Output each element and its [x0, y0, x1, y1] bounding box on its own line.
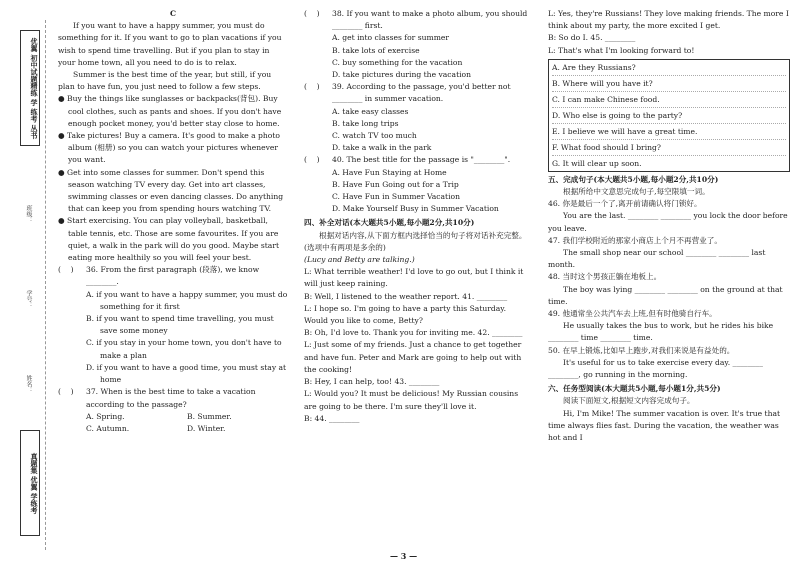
passage-paragraph: Summer is the best time of the year, but still, if you plan to have fun, you just need to follow a few steps.	[58, 70, 272, 92]
dialogue-line: B: 44. ________	[304, 413, 360, 423]
question-37: ( ) 37. When is the best time to take a vacation according to the passage?	[58, 387, 256, 409]
dialogue-option: E. I believe we will have a great time.	[552, 124, 786, 140]
option: B. take lots of exercise	[332, 45, 420, 55]
option: C. if you stay in your home town, you don't have to make a plan	[86, 338, 282, 360]
section-instruction: 根据所给中文意思完成句子,每空限填一词。	[563, 187, 710, 197]
tip-item: ● Take pictures! Buy a camera. It's good to make a photo album (相册) so you can watch your pictures whenever you want.	[58, 131, 280, 165]
dialogue-line: L: Just some of my friends. Just a chance to get together and have fun. Peter and Mark are going to help out with the cooking!	[304, 340, 522, 374]
section-heading: 六、任务型阅读(本大题共5小题,每小题1分,共5分)	[548, 384, 721, 394]
column-2	[304, 8, 529, 425]
dialogue-option: A. Are they Russians?	[552, 60, 786, 76]
dialogue-line: B: Hey, I can help, too! 43. ________	[304, 377, 440, 387]
question-48: 48. 当时这个男孩正躺在地板上。	[548, 272, 662, 282]
option: C. watch TV too much	[332, 131, 417, 141]
question-39: ( ) 39. According to the passage, you'd better not ________ in summer vacation.	[304, 82, 511, 104]
series-logo-top: 优翼 初中试题精练 学 练考 丛书	[20, 30, 40, 146]
id-label: 学号：	[25, 290, 32, 308]
option: A. take easy classes	[332, 106, 409, 116]
options-row: C. Autumn. D. Winter.	[86, 423, 226, 433]
dialogue-line: B: Oh, I'd love to. Thank you for inviting me. 42. ________	[304, 328, 523, 338]
option: B. Have Fun Going out for a Trip	[332, 179, 459, 189]
tip-item: ● Buy the things like sunglasses or backpacks(背包). Buy cool clothes, such as pants and shoes. If you don't have enough pocket money, you'd better stay close to home.	[58, 94, 282, 128]
dialogue-option: G. It will clear up soon.	[552, 158, 642, 168]
series-logo-bottom: 真题集 优翼 学练考	[20, 430, 40, 536]
name-label: 姓名：	[25, 375, 32, 393]
answer-line: You are the last. ________ ________ you lock the door before you leave.	[548, 211, 788, 233]
question-46: 46. 你是最后一个了,离开前请确认将门锁好。	[548, 199, 702, 209]
answer-line: It's useful for us to take exercise every day. ________ ________, go running in the morning.	[548, 357, 763, 380]
question-49: 49. 他通常坐公共汽车去上班,但有时他骑自行车。	[548, 309, 717, 319]
column-3	[548, 8, 790, 444]
dialogue-line: B: So do I. 45. ________	[548, 33, 636, 43]
dialogue-line: B: Well, I listened to the weather report. 41. ________	[304, 291, 508, 301]
dialogue-line: L: Would you? It must be delicious! My Russian cousins are going to be there. I'm sure they'll love it.	[304, 389, 519, 411]
passage-heading: C	[169, 9, 177, 18]
dialogue-line: L: What terrible weather! I'd love to go out, but I think it will just keep raining.	[304, 267, 524, 289]
dialogue-line: L: That's what I'm looking forward to!	[548, 45, 695, 55]
passage-paragraph: Hi, I'm Mike! The summer vacation is over. It's true that time always flies fast. During the vacation, the weather was hot and I	[548, 408, 781, 443]
dialogue-line: L: I hope so. I'm going to have a party this Saturday. Would you like to come, Betty?	[304, 303, 506, 326]
option: C. buy something for the vacation	[332, 57, 463, 67]
answer-line: He usually takes the bus to work, but he rides his bike ________ time ________ time.	[548, 321, 774, 343]
dialogue-option: C. I can make Chinese food.	[552, 92, 786, 108]
options-box	[548, 59, 790, 172]
section-heading: 四、补全对话(本大题共5小题,每小题2分,共10分)	[304, 218, 475, 228]
passage-paragraph: If you want to have a happy summer, you must do something for it. If you want to go to plan vacations if you wish to spend time travelling. But if you plan to stay in your home town, all you need to do is to relax.	[58, 21, 282, 67]
option: D. Make Yourself Busy in Summer Vacation	[332, 204, 499, 214]
answer-line: The boy was lying ________ ________ on the ground at that time.	[548, 284, 783, 306]
question-38: ( ) 38. If you want to make a photo album, you should ________ first.	[304, 9, 528, 31]
option: A. Have Fun Staying at Home	[332, 167, 447, 177]
question-36: ( ) 36. From the first paragraph (段落), we know ________.	[58, 265, 260, 287]
question-50: 50. 在早上锻炼,比如早上跑步,对我们来说是有益处的。	[548, 345, 735, 355]
question-47: 47. 我们学校附近的那家小商店上个月不再营业了。	[548, 235, 722, 245]
dialogue-option: F. What food should I bring?	[552, 140, 786, 156]
option: D. take a walk in the park	[332, 143, 432, 153]
option: B. if you want to spend time travelling, you must save some money	[86, 314, 274, 336]
dialogue-option: D. Who else is going to the party?	[552, 108, 786, 124]
cut-line	[45, 20, 46, 550]
section-instruction: 根据对话内容,从下面方框内选择恰当的句子将对话补充完整。(选项中有两项是多余的)	[304, 230, 527, 252]
question-40: ( ) 40. The best title for the passage is "________".	[304, 155, 511, 165]
answer-line: The small shop near our school ________ ________ last month.	[548, 248, 766, 270]
dialogue-option: B. Where will you have it?	[552, 76, 786, 92]
options-row: A. Spring. B. Summer.	[86, 411, 232, 421]
tip-item: ● Get into some classes for summer. Don't spend this season watching TV every day. Get into art classes, swimming classes or even dancing classes. Do anything that can keep you from spending hours watching TV.	[58, 167, 284, 214]
section-instruction: 阅读下面短文,根据短文内容完成句子。	[563, 396, 695, 406]
page-number: — 3 —	[390, 551, 418, 561]
option: D. if you want to have a good time, you must stay at home	[86, 362, 287, 385]
option: B. take long trips	[332, 118, 399, 128]
tip-item: ● Start exercising. You can play volleyball, basketball, table tennis, etc. Those are some favourites. If you are quiet, a walk in the park will do you good. Maybe start eating more healthily so you will feel your best.	[58, 216, 280, 263]
dialogue-scene: (Lucy and Betty are talking.)	[304, 255, 415, 265]
option: D. take pictures during the vacation	[332, 70, 472, 80]
grade-label: 班级：	[25, 205, 32, 223]
option: A. get into classes for summer	[332, 33, 450, 43]
option: C. Have Fun in Summer Vacation	[332, 192, 460, 202]
option: A. if you want to have a happy summer, you must do something for it first	[86, 289, 288, 311]
dialogue-line: L: Yes, they're Russians! They love making friends. The more I think about my party, the more excited I get.	[548, 9, 789, 31]
section-heading: 五、完成句子(本大题共5小题,每小题2分,共10分)	[548, 174, 719, 184]
column-1	[58, 8, 288, 435]
